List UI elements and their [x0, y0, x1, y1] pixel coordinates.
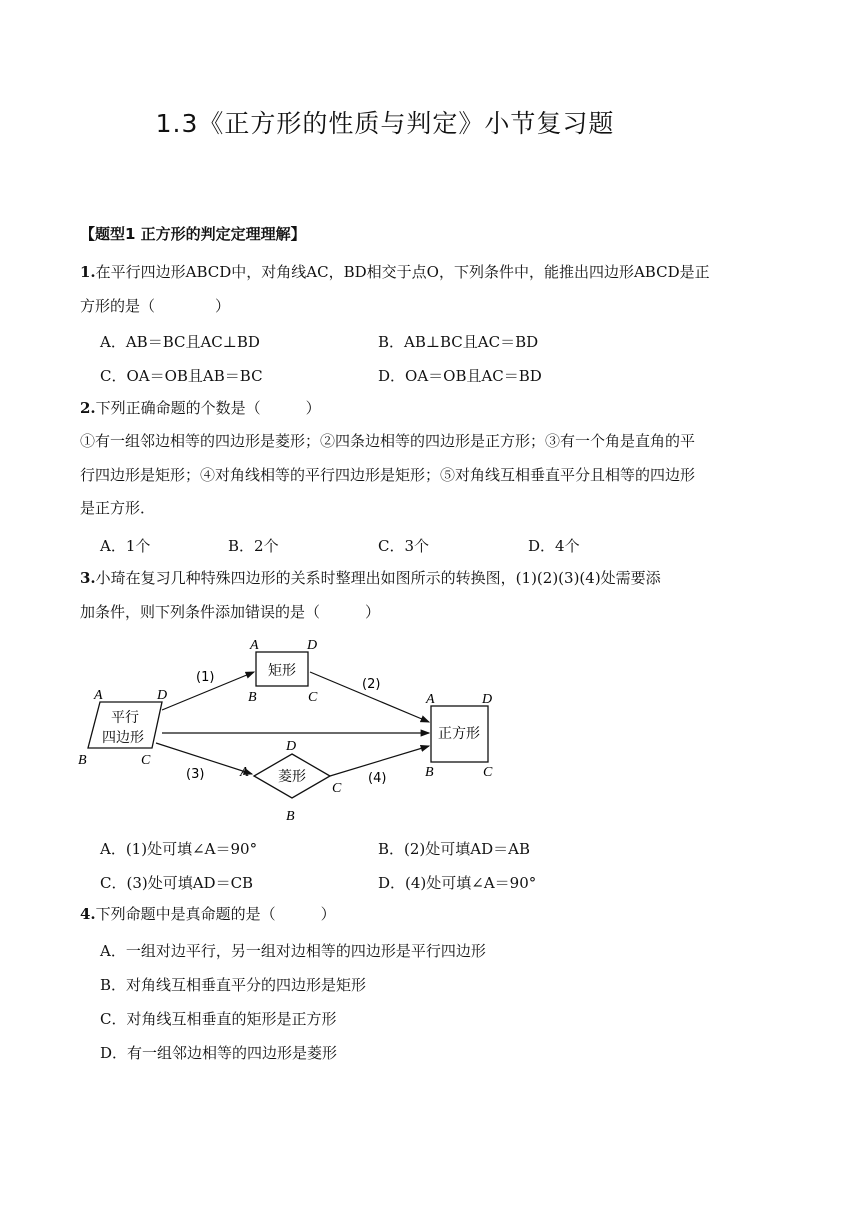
section-heading: 【题型1 正方形的判定定理理解】	[80, 225, 306, 243]
question-4-line-1	[80, 898, 782, 931]
question-1-line-2: 方形的是（ ）	[80, 297, 231, 315]
question-3-option-a: A．(1)处可填∠A＝90°	[100, 840, 258, 858]
question-1-option-a: A．AB＝BC且AC⊥BD	[100, 333, 260, 351]
question-number: 3.	[80, 569, 96, 587]
vertex-label: D	[482, 692, 493, 707]
parallelogram-label: 平行	[111, 710, 139, 726]
question-3-line-1	[80, 562, 782, 595]
vertex-label: B	[78, 753, 87, 768]
vertex-label: D	[286, 739, 297, 754]
vertex-label: A	[94, 688, 103, 703]
question-text: 下列命题中是真命题的是（ ）	[95, 905, 336, 923]
vertex-label: A	[250, 638, 259, 653]
question-text: 在平行四边形ABCD中，对角线AC，BD相交于点O，下列条件中，能推出四边形ABCD是正	[95, 263, 710, 281]
question-4-option-b: B．对角线互相垂直平分的四边形是矩形	[100, 976, 367, 994]
question-4-option-a: A．一组对边平行，另一组对边相等的四边形是平行四边形	[100, 942, 486, 960]
question-number: 2.	[80, 399, 96, 417]
vertex-label: C	[308, 690, 318, 705]
rhombus-label: 菱形	[278, 769, 306, 785]
question-2-option-b: B．2个	[228, 537, 279, 555]
question-2-option-d: D．4个	[528, 537, 580, 555]
vertex-label: D	[157, 688, 168, 703]
question-2-line-2: ①有一组邻边相等的四边形是菱形；②四条边相等的四边形是正方形；③有一个角是直角的平	[80, 432, 696, 450]
question-1-line-1	[80, 256, 782, 289]
page-title: 1.3《正方形的性质与判定》小节复习题	[155, 109, 615, 138]
question-3-option-c: C．(3)处可填AD＝CB	[100, 874, 254, 892]
question-number: 4.	[80, 905, 96, 923]
question-2-option-a: A．1个	[100, 537, 151, 555]
step-label: (4)	[368, 771, 387, 786]
vertex-label: D	[307, 638, 318, 653]
parallelogram-label: 四边形	[102, 730, 144, 746]
question-3-line-2: 加条件，则下列条件添加错误的是（ ）	[80, 603, 381, 621]
step-label: (3)	[186, 767, 205, 782]
question-2-line-3: 行四边形是矩形；④对角线相等的平行四边形是矩形；⑤对角线互相垂直平分且相等的四边形	[80, 466, 696, 484]
rectangle-label: 矩形	[268, 663, 296, 679]
square-label: 正方形	[438, 726, 480, 742]
vertex-label: A	[426, 692, 435, 707]
question-text: 下列正确命题的个数是（ ）	[95, 399, 321, 417]
step-label: (1)	[196, 670, 215, 685]
question-1-option-c: C．OA＝OB且AB＝BC	[100, 367, 263, 385]
vertex-label: C	[332, 781, 342, 796]
step-label: (2)	[362, 677, 381, 692]
question-2-line-1	[80, 392, 782, 425]
vertex-label: B	[286, 809, 295, 824]
question-text: 小琦在复习几种特殊四边形的关系时整理出如图所示的转换图，(1)(2)(3)(4)处需要添	[95, 569, 661, 587]
vertex-label: B	[248, 690, 257, 705]
question-2-option-c: C．3个	[378, 537, 430, 555]
vertex-label: B	[425, 765, 434, 780]
vertex-label: C	[483, 765, 493, 780]
question-1-option-b: B．AB⊥BC且AC＝BD	[378, 333, 539, 351]
question-4-option-c: C．对角线互相垂直的矩形是正方形	[100, 1010, 337, 1028]
question-4-option-d: D．有一组邻边相等的四边形是菱形	[100, 1044, 338, 1062]
quadrilateral-relationship-diagram	[70, 630, 510, 830]
question-2-line-4: 是正方形．	[80, 499, 156, 517]
vertex-label: C	[141, 753, 151, 768]
question-number: 1.	[80, 263, 96, 281]
question-1-option-d: D．OA＝OB且AC＝BD	[378, 367, 542, 385]
vertex-label: A	[240, 765, 249, 780]
question-3-option-d: D．(4)处可填∠A＝90°	[378, 874, 537, 892]
question-3-option-b: B．(2)处可填AD＝AB	[378, 840, 530, 858]
